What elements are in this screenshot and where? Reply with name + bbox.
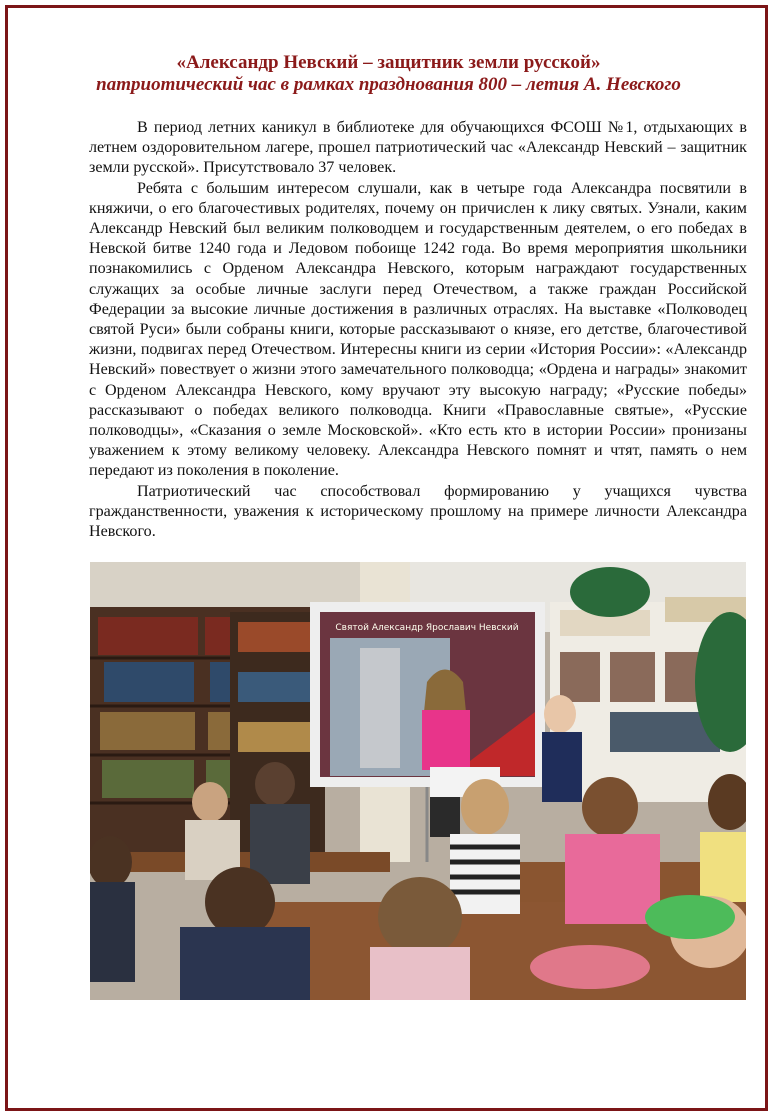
screen-title: Святой Александр Ярославич Невский	[335, 623, 519, 633]
paragraph-3: Патриотический час способствовал формированию у учащихся чувства гражданственности, уважения к историческому прошлому на примере личности Александра Невского.	[89, 482, 747, 541]
event-photo-illustration	[90, 562, 746, 1000]
paragraph-2: Ребята с большим интересом слушали, как в четыре года Александра посвятили в княжичи, о его благочестивых родителях, почему он причислен к лику святых. Узнали, каким Александр Невский был великим полководцем и государственным деятелем, о его победах в Невской битве 1240 года и Ледовом побоище 1242 года. Во время мероприятия школьники познакомились с Орденом Александра Невского, которым награждают государственных служащих за особые личные заслуги перед Отечеством, а также граждан Российской Федерации за высокие личные достижения в различных отраслях. На выставке «Полководец святой Руси» были собраны книги, которые рассказывают о князе, его детстве, благочестивой жизни, подвигах перед Отечеством. Интересны книги из серии «История России»: «Александр Невский» повествует о жизни этого замечательного полководца; «Ордена и награды» знакомит с Орденом Александра Невского, кому вручают эту высокую награду; «Русские победы» рассказывают о победах великого полководца. Книги «Православные святые», «Русские полководцы», «Сказания о земле Московской». «Кто есть кто в истории России» пронизаны уважением к этому великому человеку. Александра Невского помнят и чтят, память о нем передают из поколения в поколение.	[89, 179, 747, 480]
event-photo	[90, 562, 746, 1000]
paragraph-1: В период летних каникул в библиотеке для обучающихся ФСОШ №1, отдыхающих в летнем оздоровительном лагере, прошел патриотический час «Александр Невский – защитник земли русской». Присутствовало 37 человек.	[89, 119, 747, 177]
page-title: «Александр Невский – защитник земли русской»	[176, 52, 601, 73]
article-body	[89, 118, 747, 542]
page-subtitle: патриотический час в рамках празднования 800 – летия А. Невского	[96, 74, 681, 95]
